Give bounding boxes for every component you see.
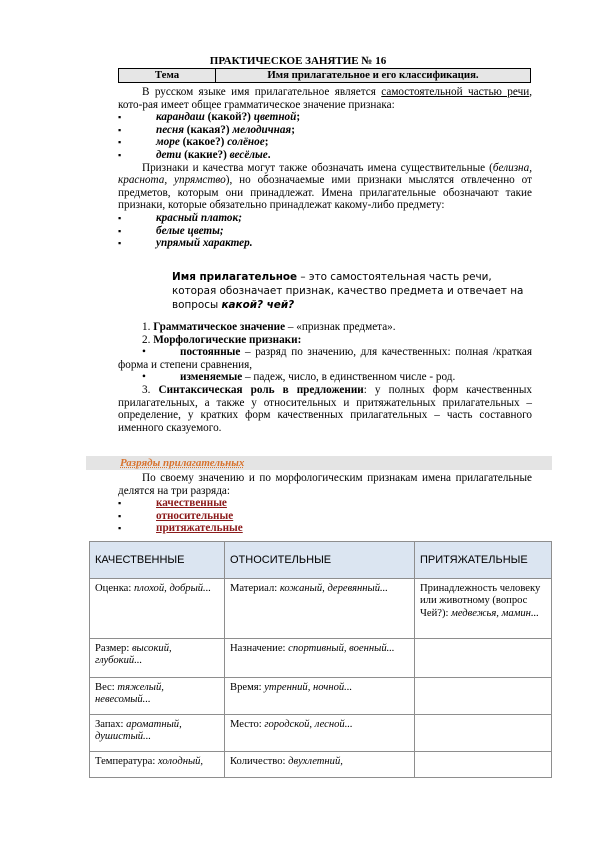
list-item: ▪ белые цветы; bbox=[118, 225, 532, 238]
intro-paragraph: В русском языке имя прилагательное является самостоятельной частью речи, кото-рая имеет общее грамматическое значение признака: bbox=[118, 86, 532, 111]
table-row bbox=[90, 715, 552, 752]
paragraph-features: Признаки и качества могут также обозначать имена существительные (белизна, краснота, упрямство), но обозначаемые ими признаки мыслятся отвлеченно от предметов, которым они принадлежат. Имена прилагательные обозначают такие признаки, которые обязательно принадлежат какому-либо предмету: bbox=[118, 161, 532, 212]
intro-link-text: самостоятельной частью речи bbox=[381, 86, 530, 98]
table-cell: Место: городской, лесной... bbox=[225, 715, 415, 752]
table-cell: Принадлежность человеку или животному (вопрос Чей?): медвежья, мамин... bbox=[415, 579, 552, 639]
table-row bbox=[90, 678, 552, 715]
table-cell bbox=[415, 715, 552, 752]
header-possessive: ПРИТЯЖАТЕЛЬНЫЕ bbox=[415, 542, 552, 579]
list-item: ▪ упрямый характер. bbox=[118, 237, 532, 250]
table-row bbox=[90, 579, 552, 639]
list-item: ▪ дети (какие?) весёлые. bbox=[118, 149, 532, 162]
table-cell: Размер: высокий, глубокий... bbox=[90, 639, 225, 678]
table-row bbox=[90, 752, 552, 778]
point-2: 2. Морфологические признаки: bbox=[142, 333, 302, 346]
table-cell: Назначение: спортивный, военный... bbox=[225, 639, 415, 678]
table-cell: Запах: ароматный, душистый... bbox=[90, 715, 225, 752]
categories-list bbox=[118, 497, 532, 535]
section-block bbox=[118, 472, 532, 535]
table-cell bbox=[415, 639, 552, 678]
intro-block bbox=[118, 86, 532, 250]
section-text: По своему значению и по морфологическим признакам имена прилагательные делятся на три разряда: bbox=[118, 472, 532, 497]
topic-value: Имя прилагательное и его классификация. bbox=[216, 69, 531, 83]
table-cell bbox=[415, 752, 552, 778]
point-3: 3. Синтаксическая роль в предложении: у полных форм качественных прилагательных, а также у относительных и притяжательных прилагательных – определение, у кратких форм качественных прилагательных – часть составного именного сказуемого. bbox=[118, 383, 533, 434]
page-title: ПРАКТИЧЕСКОЕ ЗАНЯТИЕ № 16 bbox=[209, 55, 387, 67]
points-block bbox=[118, 321, 532, 434]
list-item: ▪ относительные bbox=[118, 510, 532, 523]
list-item: ▪ качественные bbox=[118, 497, 532, 510]
table-cell: Время: утренний, ночной... bbox=[225, 678, 415, 715]
categories-table bbox=[89, 541, 552, 778]
table-cell: Оценка: плохой, добрый... bbox=[90, 579, 225, 639]
table-cell: Материал: кожаный, деревянный... bbox=[225, 579, 415, 639]
header-qualitative: КАЧЕСТВЕННЫЕ bbox=[90, 542, 225, 579]
topic-table bbox=[118, 68, 531, 83]
header-relative: ОТНОСИТЕЛЬНЫЕ bbox=[225, 542, 415, 579]
table-cell: Температура: холодный, bbox=[90, 752, 225, 778]
table-cell: Вес: тяжелый, невесомый... bbox=[90, 678, 225, 715]
definition: Имя прилагательное – это самостоятельная часть речи, которая обозначает признак, качество предмета и отвечает на вопросы какой? чей? bbox=[172, 271, 524, 312]
morph-permanent: • постоянные – разряд по значению, для качественных: полная /краткая форма и степени сравнения, bbox=[118, 346, 532, 371]
table-cell: Количество: двухлетний, bbox=[225, 752, 415, 778]
list-item: ▪ красный платок; bbox=[118, 212, 532, 225]
point-1: 1. Грамматическое значение – «признак предмета». bbox=[142, 321, 396, 333]
table-row bbox=[90, 639, 552, 678]
examples-list-2 bbox=[118, 212, 532, 250]
list-item: ▪ песня (какая?) мелодичная; bbox=[118, 124, 532, 137]
morph-changeable: • изменяемые – падеж, число, в единственном числе - род. bbox=[142, 371, 456, 384]
examples-list-1 bbox=[118, 111, 532, 161]
table-header-row bbox=[90, 542, 552, 579]
list-item: ▪ притяжательные bbox=[118, 522, 532, 535]
list-item: ▪ море (какое?) солёное; bbox=[118, 136, 532, 149]
list-item: ▪ карандаш (какой?) цветной; bbox=[118, 111, 532, 124]
section-title: Разряды прилагательных bbox=[120, 457, 245, 469]
table-cell bbox=[415, 678, 552, 715]
topic-label: Тема bbox=[119, 69, 216, 83]
